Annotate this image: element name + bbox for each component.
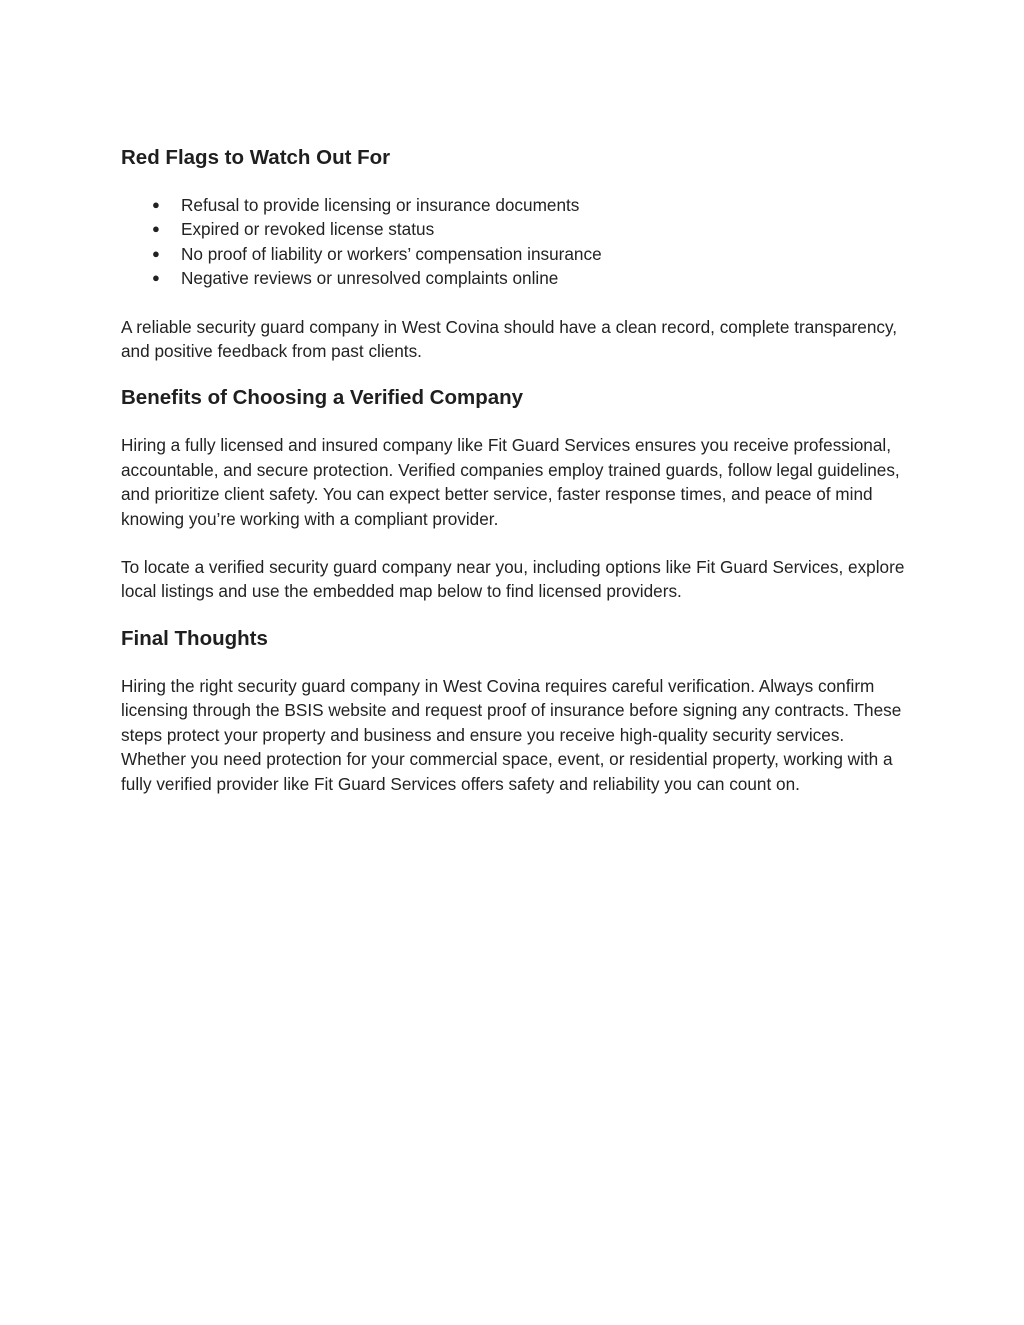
document-page	[121, 143, 911, 796]
list-item-text: Negative reviews or unresolved complaints online	[181, 268, 559, 289]
list-item	[121, 266, 911, 290]
bullet-icon: ●	[152, 245, 160, 261]
list-item-text: No proof of liability or workers’ compensation insurance	[181, 243, 602, 264]
list-item-text: Expired or revoked license status	[181, 219, 435, 240]
red-flags-summary-paragraph: A reliable security guard company in West Covina should have a clean record, complete transparency, and positive feedback from past clients.	[121, 316, 898, 362]
list-item	[121, 242, 911, 266]
section-heading-red-flags: Red Flags to Watch Out For	[121, 146, 391, 169]
locate-company-paragraph: To locate a verified security guard company near you, including options like Fit Guard Services, explore local listings and use the embedded map below to find licensed providers.	[121, 557, 905, 602]
red-flags-list	[121, 193, 911, 291]
bullet-icon: ●	[152, 221, 160, 237]
bullet-icon: ●	[152, 197, 160, 212]
list-item	[121, 217, 911, 241]
benefits-paragraph: Hiring a fully licensed and insured company like Fit Guard Services ensures you receive professional, accountable, and secure protection. Verified companies employ trained guards, follow legal guidelines, and prioritize client safety. You can expect better service, faster response times, and peace of mind knowing you’re working with a compliant provider.	[121, 435, 900, 529]
section-heading-benefits: Benefits of Choosing a Verified Company	[121, 386, 524, 410]
list-item-text: Refusal to provide licensing or insurance documents	[181, 195, 580, 215]
list-item	[121, 193, 911, 217]
final-thoughts-paragraph: Hiring the right security guard company in West Covina requires careful verification. Always confirm licensing through the BSIS website and request proof of insurance before signing any contracts. These steps protect your property and business and ensure you receive high-quality security services. Whether you need protection for your commercial space, event, or residential property, working with a fully verified provider like Fit Guard Services offers safety and reliability you can count on.	[121, 675, 902, 794]
bullet-icon: ●	[152, 270, 160, 286]
section-heading-final-thoughts: Final Thoughts	[121, 626, 268, 650]
